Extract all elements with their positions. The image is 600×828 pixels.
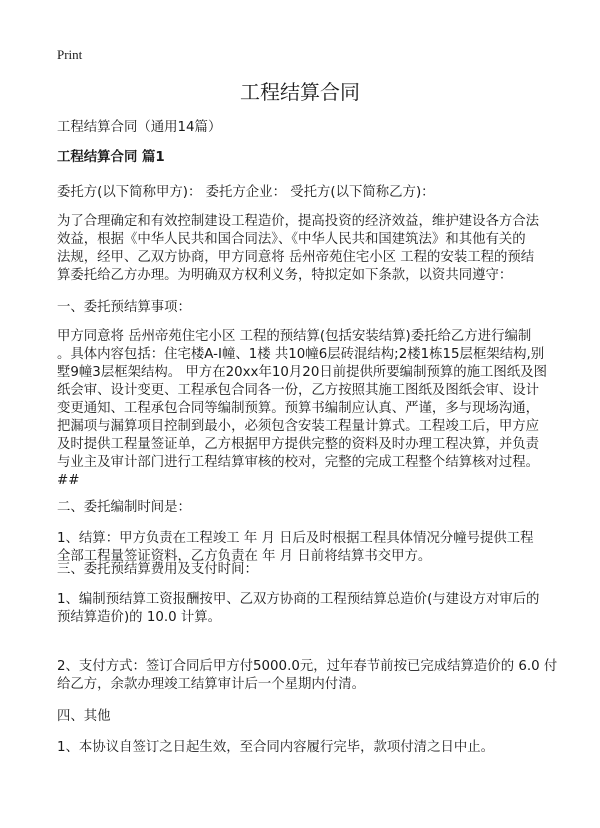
heading-four: 四、其他 xyxy=(57,709,111,724)
text-line: 纸会审、设计变更、工程承包合同各一份，乙方按照其施工图纸及图纸会审、设计 xyxy=(57,383,540,398)
text-line: 把漏项与漏算项目控制到最小，必须包含安装工程量计算式。工程竣工后，甲方应 xyxy=(57,419,540,434)
parties-line: 委托方(以下简称甲方)： 委托方企业： 受托方(以下简称乙方)： xyxy=(57,185,435,200)
text-line: 法规，经甲、乙双方协商，甲方同意将 岳州帝苑住宅小区 工程的安装工程的预结 xyxy=(57,250,535,265)
heading-one: 一、委托预结算事项： xyxy=(57,300,191,315)
text-line: 变更通知、工程承包合同等编制预算。预算书编制应认真、严谨，多与现场沟通， xyxy=(57,401,540,416)
text-line: 为了合理确定和有效控制建设工程造价，提高投资的经济效益，维护建设各方合法 xyxy=(57,214,540,229)
item3b-paragraph xyxy=(57,658,557,694)
item4-paragraph xyxy=(57,739,557,757)
intro-paragraph xyxy=(57,213,557,285)
item3a-paragraph xyxy=(57,591,557,627)
text-line: 2、支付方式：签订合同后甲方付5000.0元，过年春节前按已完成结算造价的 6.0 付 xyxy=(57,659,558,674)
text-line: 效益，根据《中华人民共和国合同法》、《中华人民共和国建筑法》和其他有关的 xyxy=(57,232,526,247)
document-subtitle: 工程结算合同（通用14篇） xyxy=(57,120,222,135)
heading-three: 三、委托预结算费用及支付时间： xyxy=(57,562,258,577)
text-line: 算委托给乙方办理。为明确双方权利义务，特拟定如下条款，以资共同遵守： xyxy=(57,268,513,283)
text-line: 及时提供工程量签证单，乙方根据甲方提供完整的资料及时办理工程决算，并负责 xyxy=(57,437,540,452)
text-line: 1、本协议自签订之日起生效，至合同内容履行完毕，款项付清之日中止。 xyxy=(57,740,495,755)
text-line: 墅9幢3层框架结构。 甲方在20xx年10月20日前提供所要编制预算的施工图纸及图 xyxy=(57,365,547,380)
print-link[interactable]: Print xyxy=(57,47,83,62)
text-line: 1、结算：甲方负责在工程竣工 年 月 日后及时根据工程具体情况分幢号提供工程 xyxy=(57,531,534,546)
text-line: 甲方同意将 岳州帝苑住宅小区 工程的预结算(包括安装结算)委托给乙方进行编制 xyxy=(57,329,532,344)
text-line: 与业主及审计部门进行工程结算审核的校对，完整的完成工程整个结算核对过程。 xyxy=(57,455,540,470)
text-line: 预结算造价)的 10.0 计算。 xyxy=(57,610,222,625)
page-title: 工程结算合同 xyxy=(240,80,360,104)
text-line: ## xyxy=(57,473,80,488)
section-heading: 工程结算合同 篇1 xyxy=(57,150,165,165)
heading-two: 二、委托编制时间是： xyxy=(57,500,191,515)
item1-paragraph xyxy=(57,328,557,490)
text-line: 全部工程量签证资料，乙方负责在 年 月 日前将结算书交甲方。 xyxy=(57,549,432,564)
text-line: 给乙方，余款办理竣工结算审计后一个星期内付清。 xyxy=(57,677,365,692)
text-line: 。具体内容包括：住宅楼A-I幢、1楼 共10幢6层砖混结构;2楼1栋15层框架结构,别 xyxy=(57,347,545,362)
text-line: 1、编制预结算工资报酬按甲、乙双方协商的工程预结算总造价(与建设方对审后的 xyxy=(57,592,540,607)
